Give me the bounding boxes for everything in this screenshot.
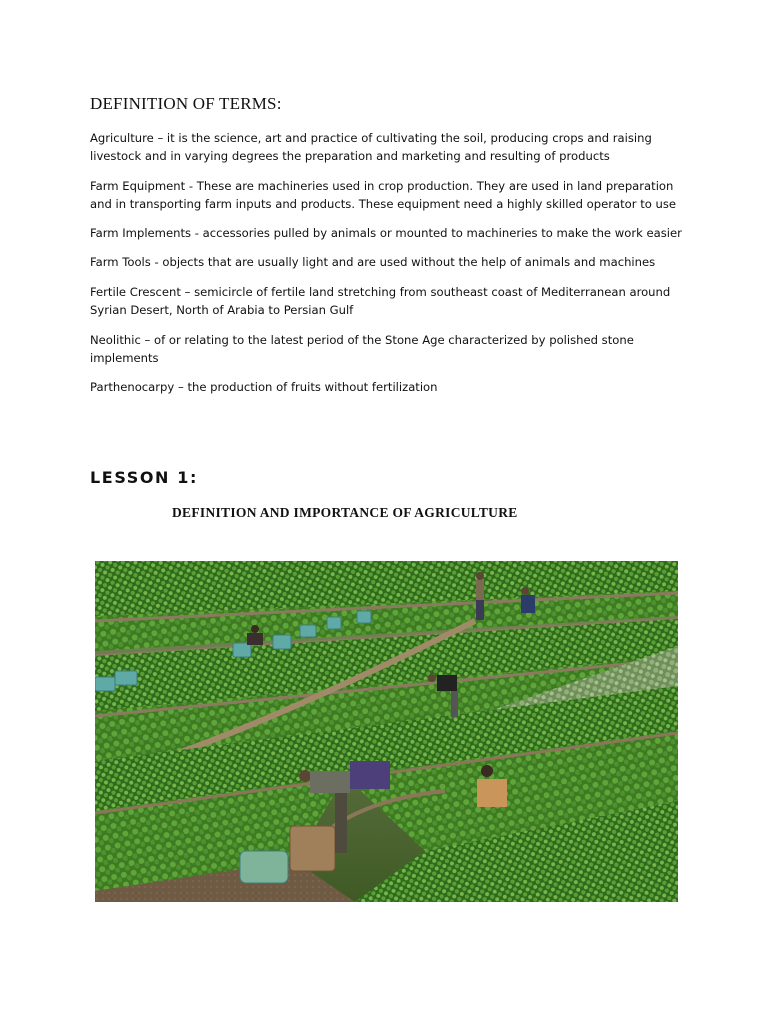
term-farm-tools: Farm Tools - objects that are usually light and are used without the help of animals and machines [90, 255, 656, 269]
term-parthenocarpy: Parthenocarpy – the production of fruits without fertilization [90, 380, 438, 394]
term-agriculture: Agriculture – it is the science, art and practice of cultivating the soil, producing crops and raising livestock and in varying degrees the preparation and marketing and resulting of products [90, 131, 652, 163]
term-fertile-crescent: Fertile Crescent – semicircle of fertile land stretching from southeast coast of Mediterranean around Syrian Desert, North of Arabia to Persian Gulf [90, 285, 671, 317]
term-farm-implements: Farm Implements - accessories pulled by animals or mounted to machineries to make the work easier [90, 226, 682, 240]
term-farm-equipment: Farm Equipment - These are machineries used in crop production. They are used in land preparation and in transporting farm inputs and products. These equipment need a highly skilled operator to use [90, 179, 677, 211]
term-neolithic: Neolithic – of or relating to the latest period of the Stone Age characterized by polished stone implements [90, 333, 634, 365]
definitions-heading: DEFINITION OF TERMS: [90, 94, 282, 113]
lesson-label: LESSON 1: [90, 468, 198, 487]
lesson-title: DEFINITION AND IMPORTANCE OF AGRICULTURE [172, 505, 518, 520]
farm-field-photo [95, 561, 678, 902]
